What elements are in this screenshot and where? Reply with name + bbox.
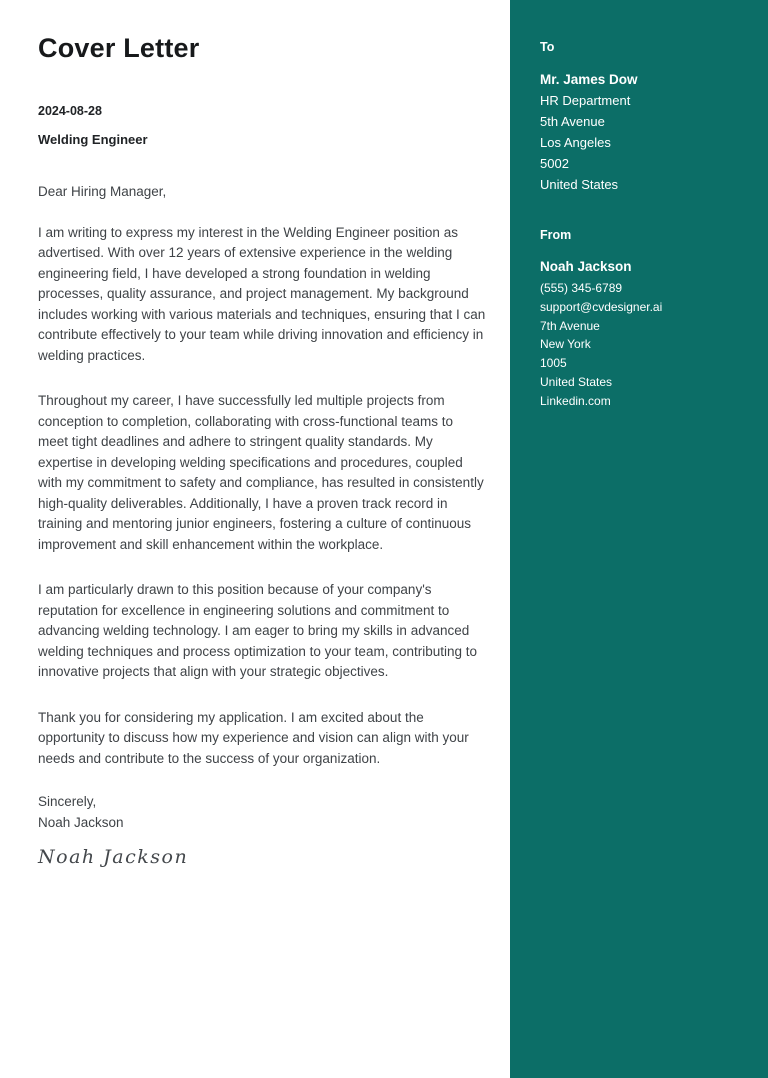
sender-linkedin-link[interactable]: Linkedin.com	[540, 393, 611, 408]
to-section-label: To	[540, 40, 555, 54]
sender-section	[540, 228, 744, 411]
closing-word: Sincerely,	[38, 794, 97, 809]
sender-phone: (555) 345-6789	[540, 281, 623, 295]
sender-email[interactable]: support@cvdesigner.ai	[540, 299, 663, 314]
letter-paragraph: I am particularly drawn to this position because of your company's reputation for excellence in engineering solutions and commitment to advancing welding technology. I am eager to bring my skills in advanced welding techniques and process optimization to your team, contributing to innovative projects that align with your strategic objectives.	[38, 582, 478, 679]
sender-country: United States	[540, 374, 613, 389]
recipient-country: United States	[540, 177, 619, 192]
closing-name: Noah Jackson	[38, 815, 124, 830]
recipient-section	[540, 40, 744, 195]
recipient-street: 5th Avenue	[540, 114, 605, 129]
recipient-city: Los Angeles	[540, 135, 611, 150]
letter-paragraph: I am writing to express my interest in the Welding Engineer position as advertised. With over 12 years of extensive experience in the welding engineering field, I have developed a strong foundation in welding processes, quality assurance, and project management. My background includes working with various materials and techniques, ensuring that I can contribute effectively to your team while driving innovation and efficiency in welding practices.	[38, 224, 486, 363]
letter-paragraph: Thank you for considering my application. I am excited about the opportunity to discuss how my experience and vision can align with your needs and contribute to the success of your organization.	[38, 709, 469, 766]
handwritten-signature: Noah Jackson	[38, 846, 189, 868]
letter-date: 2024-08-28	[38, 104, 102, 118]
sender-name: Noah Jackson	[540, 259, 632, 274]
letter-paragraph: Throughout my career, I have successfully led multiple projects from conception to completion, collaborating with cross-functional teams to meet tight deadlines and adhere to stringent quality standards. My expertise in developing welding specifications and procedures, coupled with my commitment to safety and compliance, has resulted in consistently high-quality deliverables. Additionally, I have a proven track record in training and mentoring junior engineers, fostering a culture of continuous improvement and skill enhancement within the workplace.	[38, 393, 484, 552]
job-title: Welding Engineer	[38, 132, 148, 147]
closing-block	[38, 791, 486, 833]
recipient-name: Mr. James Dow	[540, 72, 638, 87]
contact-sidebar	[510, 0, 768, 1078]
salutation: Dear Hiring Manager,	[38, 184, 167, 199]
sender-street: 7th Avenue	[540, 318, 600, 333]
sender-city: New York	[540, 337, 591, 352]
recipient-zip: 5002	[540, 156, 569, 171]
from-section-label: From	[540, 228, 572, 242]
page-title: Cover Letter	[38, 33, 200, 63]
letter-body-column	[38, 32, 486, 868]
sender-zip: 1005	[540, 356, 567, 371]
recipient-department: HR Department	[540, 93, 631, 108]
